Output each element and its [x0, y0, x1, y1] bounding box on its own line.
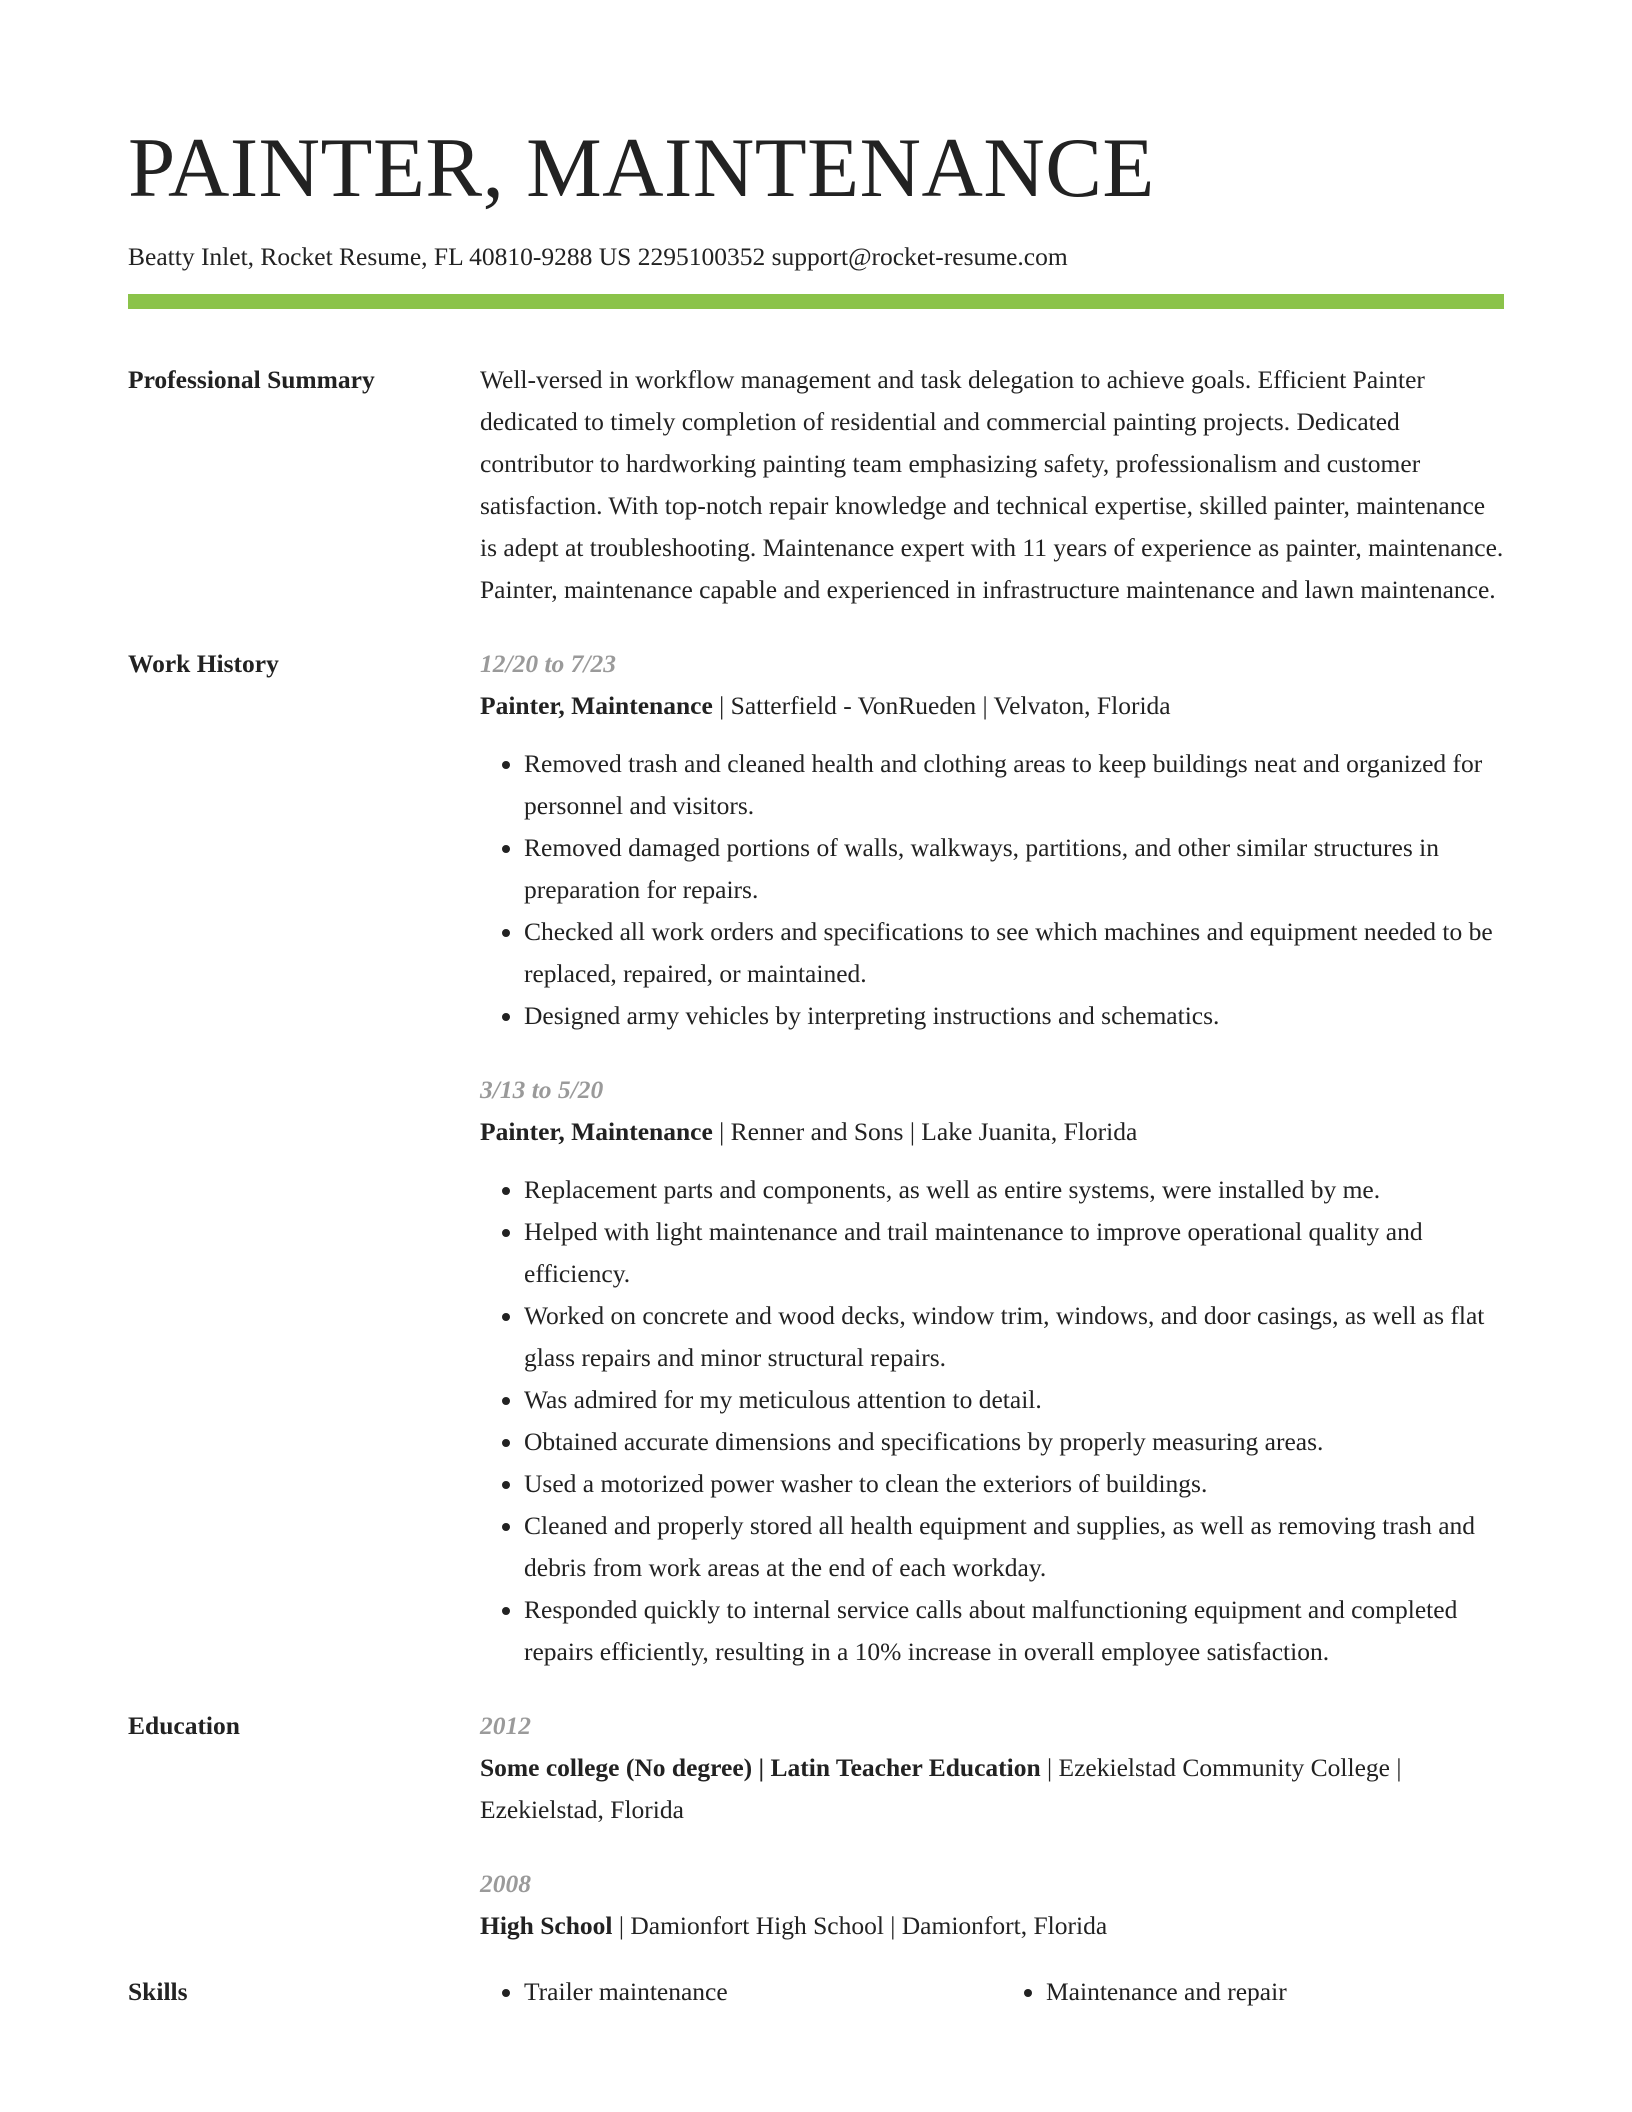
skills-list-left	[480, 1971, 982, 2013]
job-title-line	[480, 1111, 1504, 1153]
job-bullet: • Checked all work orders and specifications to see which machines and equipment needed to be replaced, repaired, or maintained.	[524, 911, 1504, 995]
education-degree: High School	[480, 1911, 613, 1940]
job-dates: 3/13 to 5/20	[480, 1075, 604, 1104]
resume-name: PAINTER, MAINTENANCE	[128, 121, 1155, 215]
section-label-education: Education	[128, 1711, 240, 1740]
summary-section	[128, 359, 1504, 611]
accent-divider	[128, 294, 1504, 309]
section-label-summary: Professional Summary	[128, 365, 375, 394]
job-bullet: • Helped with light maintenance and trail maintenance to improve operational quality and efficiency.	[524, 1211, 1504, 1295]
summary-text: Well-versed in workflow management and task delegation to achieve goals. Efficient Painter dedicated to timely completion of residential and commercial painting projects. Dedicated contributor to hardworking painting team emphasizing safety, professionalism and customer satisfaction. With top-notch repair knowledge and technical expertise, skilled painter, maintenance is adept at troubleshooting. Maintenance expert with 11 years of experience as painter, maintenance. Painter, maintenance capable and experienced in infrastructure maintenance and lawn maintenance.	[480, 365, 1504, 604]
job-dates: 12/20 to 7/23	[480, 649, 617, 678]
job-details: | Renner and Sons | Lake Juanita, Florida	[712, 1117, 1138, 1146]
job-bullet: • Replacement parts and components, as well as entire systems, were installed by me.	[524, 1169, 1504, 1211]
work-history-section	[128, 643, 1504, 1673]
job-title-line	[480, 685, 1504, 727]
education-details: | Ezekielstad Community College | Ezekielstad, Florida	[480, 1753, 1402, 1824]
job-bullet: • Used a motorized power washer to clean the exteriors of buildings.	[524, 1463, 1504, 1505]
job-bullet: • Designed army vehicles by interpreting instructions and schematics.	[524, 995, 1504, 1037]
education-section	[128, 1705, 1504, 1947]
job-bullet: • Was admired for my meticulous attention to detail.	[524, 1379, 1504, 1421]
education-year: 2008	[480, 1869, 531, 1898]
education-line	[480, 1747, 1504, 1831]
education-entry	[480, 1863, 1504, 1947]
job-entry	[480, 643, 1504, 1037]
job-bullet: • Removed trash and cleaned health and clothing areas to keep buildings neat and organized for personnel and visitors.	[524, 743, 1504, 827]
job-bullet: • Obtained accurate dimensions and specifications by properly measuring areas.	[524, 1421, 1504, 1463]
job-bullet-list	[480, 743, 1504, 1037]
job-bullet: • Cleaned and properly stored all health equipment and supplies, as well as removing trash and debris from work areas at the end of each workday.	[524, 1505, 1504, 1589]
education-entry	[480, 1705, 1504, 1831]
education-line	[480, 1905, 1504, 1947]
job-bullet: • Responded quickly to internal service calls about malfunctioning equipment and completed repairs efficiently, resulting in a 10% increase in overall employee satisfaction.	[524, 1589, 1504, 1673]
job-details: | Satterfield - VonRueden | Velvaton, Florida	[712, 691, 1171, 720]
job-title: Painter, Maintenance	[480, 691, 713, 720]
job-bullet: • Worked on concrete and wood decks, window trim, windows, and door casings, as well as flat glass repairs and minor structural repairs.	[524, 1295, 1504, 1379]
education-degree: Some college (No degree) | Latin Teacher Education	[480, 1753, 1041, 1782]
section-label-work-history: Work History	[128, 649, 279, 678]
education-year: 2012	[480, 1711, 531, 1740]
job-bullet: • Removed damaged portions of walls, walkways, partitions, and other similar structures in preparation for repairs.	[524, 827, 1504, 911]
resume-page	[128, 0, 1504, 2013]
job-entry	[480, 1069, 1504, 1673]
skills-list-right	[1002, 1971, 1504, 2013]
section-label-skills: Skills	[128, 1977, 188, 2006]
skill-item: • Trailer maintenance	[524, 1971, 982, 2013]
skill-item: • Maintenance and repair	[1046, 1971, 1504, 2013]
job-bullet-list	[480, 1169, 1504, 1673]
education-details: | Damionfort High School | Damionfort, Florida	[612, 1911, 1108, 1940]
skills-section	[128, 1971, 1504, 2013]
job-title: Painter, Maintenance	[480, 1117, 713, 1146]
skills-grid	[480, 1971, 1504, 2013]
contact-line: Beatty Inlet, Rocket Resume, FL 40810-9288 US 2295100352 support@rocket-resume.com	[128, 242, 1068, 271]
